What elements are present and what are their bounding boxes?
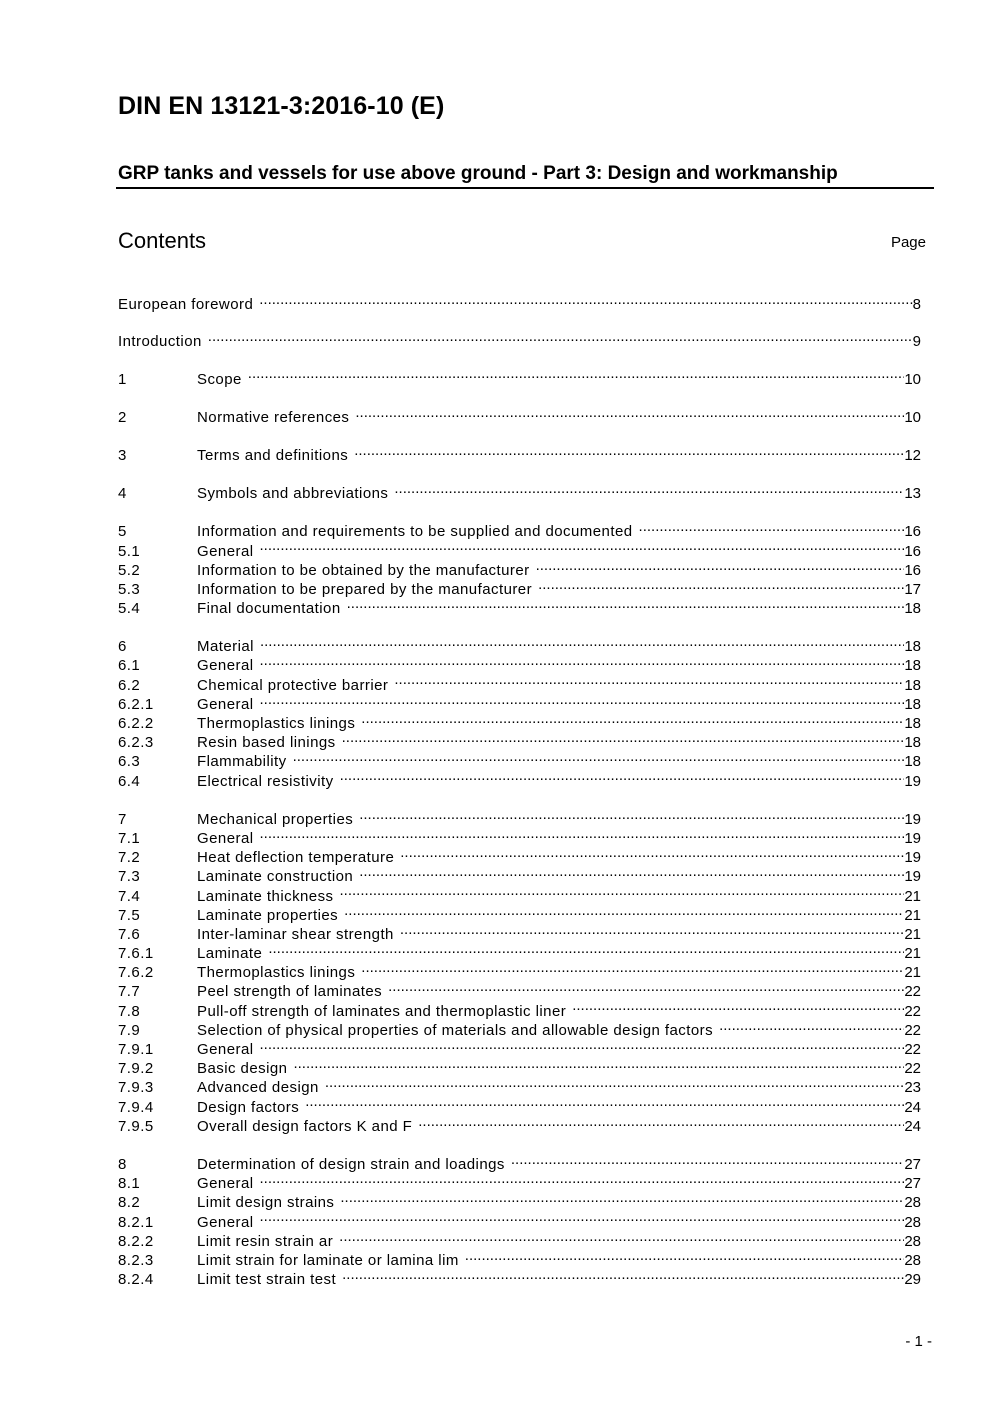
toc-entry-page: 27 — [904, 1175, 921, 1193]
dot-leader — [260, 1207, 905, 1226]
dot-leader — [465, 1246, 905, 1265]
page-number: - 1 - — [905, 1333, 932, 1350]
dot-leader — [361, 709, 904, 728]
toc-entry-number: 5.4 — [118, 600, 141, 618]
toc-entry-page: 16 — [904, 523, 921, 541]
dot-leader — [339, 1227, 904, 1246]
toc-entry-number: 7.9.4 — [118, 1098, 154, 1116]
toc-entry-number: 6.2.1 — [118, 695, 154, 713]
toc-entry-number: 4 — [118, 485, 127, 503]
toc-entry[interactable] — [118, 441, 921, 464]
toc-entry-page: 18 — [904, 676, 921, 694]
toc-entry-page: 23 — [904, 1079, 921, 1097]
toc-entry-title: Scope — [197, 370, 242, 388]
title-rule — [116, 187, 934, 189]
toc-entry-title: Laminate construction — [197, 868, 354, 886]
toc-entry[interactable] — [118, 364, 921, 388]
toc-entry-title: Basic design — [197, 1060, 288, 1078]
dot-leader — [208, 327, 913, 346]
toc-entry-title: Inter-laminar shear strength — [197, 925, 394, 943]
dot-leader — [260, 1035, 905, 1054]
toc-entry-number: 7.9 — [118, 1021, 141, 1039]
toc-entry-number: 7.6.1 — [118, 945, 154, 963]
dot-leader — [260, 632, 904, 651]
toc-entry-page: 28 — [904, 1194, 921, 1212]
toc-entry-title: Advanced design — [197, 1079, 319, 1097]
toc-entry-number: 5.2 — [118, 561, 141, 579]
toc-entry-page: 21 — [904, 945, 921, 963]
dot-leader — [394, 479, 904, 498]
toc-entry-page: 19 — [904, 810, 921, 828]
dot-leader — [719, 1016, 904, 1035]
dot-leader — [361, 958, 904, 977]
dot-leader — [355, 403, 904, 422]
toc-entry-page: 8 — [912, 296, 921, 314]
toc-entry[interactable] — [118, 632, 921, 656]
toc-entry-page: 17 — [904, 580, 921, 598]
dot-leader — [354, 441, 904, 460]
dot-leader — [572, 996, 904, 1015]
toc-entry-page: 10 — [904, 370, 921, 388]
toc-group — [118, 805, 921, 1135]
toc-entry-page: 22 — [904, 1041, 921, 1058]
dot-leader — [260, 651, 905, 670]
dot-leader — [359, 805, 904, 824]
toc-entry-number: 6 — [118, 638, 127, 656]
dot-leader — [293, 1054, 904, 1073]
toc-entry-title: General — [197, 695, 254, 713]
toc-entry-number: 6.1 — [118, 657, 141, 675]
toc-entry-title: Selection of physical properties of materials and allowable design factors — [197, 1021, 714, 1039]
toc-entry-page: 21 — [904, 887, 921, 905]
dot-leader — [342, 1265, 904, 1284]
dot-leader — [511, 1150, 904, 1169]
toc-entry-page: 18 — [904, 715, 921, 732]
toc-entry-title: Determination of design strain and loadings — [197, 1155, 505, 1173]
toc-entry-number: 6.2 — [118, 676, 141, 694]
toc-entry-number: 8.2.2 — [118, 1232, 154, 1250]
toc-entry-number: 8.2 — [118, 1194, 141, 1212]
toc-group — [118, 327, 921, 351]
toc-entry-number: 8.2.4 — [118, 1271, 154, 1289]
toc-entry-number: 7.9.1 — [118, 1041, 154, 1058]
toc-entry-number: 5.1 — [118, 542, 141, 560]
dot-leader — [536, 556, 905, 575]
toc-entry-number: 7.5 — [118, 906, 141, 924]
toc-entry-page: 28 — [904, 1251, 921, 1269]
toc-entry-title: Information to be obtained by the manufacturer — [197, 561, 530, 579]
toc-entry-number: 7.6.2 — [118, 964, 154, 982]
dot-leader — [260, 536, 905, 555]
toc-entry-title: Laminate properties — [197, 906, 339, 924]
dot-leader — [325, 1073, 904, 1092]
toc-entry-title: Limit test strain test — [197, 1271, 337, 1289]
toc-entry-number: 7.1 — [118, 829, 141, 847]
toc-group — [118, 403, 921, 426]
toc-entry-title: Thermoplastics linings — [197, 964, 356, 982]
toc-entry-title: General — [197, 829, 254, 847]
toc-entry-number: 6.2.3 — [118, 734, 154, 752]
toc-entry-page: 24 — [904, 1098, 921, 1116]
toc-entry-page: 18 — [904, 600, 921, 618]
dot-leader — [260, 1169, 905, 1188]
toc-entry-title: Terms and definitions — [197, 446, 349, 464]
dot-leader — [248, 364, 905, 383]
toc-entry-page: 10 — [904, 408, 921, 426]
toc-entry-page: 16 — [904, 542, 921, 560]
toc-entry[interactable] — [118, 805, 921, 828]
dot-leader — [340, 881, 905, 900]
toc-group — [118, 1150, 921, 1289]
toc-entry[interactable] — [118, 403, 921, 426]
toc-entry-title: Limit strain for laminate or lamina lim — [197, 1251, 459, 1269]
toc-entry-number: 7.4 — [118, 887, 141, 905]
toc-entry-title: Peel strength of laminates — [197, 983, 383, 1001]
toc-entry-title: General — [197, 1175, 254, 1193]
dot-leader — [293, 747, 905, 766]
toc-entry-title: Resin based linings — [197, 734, 336, 752]
dot-leader — [388, 977, 904, 996]
dot-leader — [268, 939, 904, 958]
toc-entry-number: 6.2.2 — [118, 715, 154, 732]
toc-entry-title: Symbols and abbreviations — [197, 485, 389, 503]
toc-entry-page: 19 — [904, 849, 921, 867]
toc-entry-page: 12 — [904, 446, 921, 464]
toc-entry-title: Electrical resistivity — [197, 772, 334, 790]
toc-entry[interactable] — [118, 290, 921, 314]
toc-entry-number: 3 — [118, 446, 127, 464]
toc-entry-page: 18 — [904, 638, 921, 656]
toc-entry-title: European foreword — [118, 296, 254, 314]
toc-entry-title: Information and requirements to be supplied and documented — [197, 523, 633, 541]
toc-entry-title: Heat deflection temperature — [197, 849, 395, 867]
toc-entry-page: 22 — [904, 983, 921, 1001]
toc-entry-title: Mechanical properties — [197, 810, 354, 828]
toc-entry-number: 5 — [118, 523, 127, 541]
toc-entry-number: 2 — [118, 408, 127, 426]
toc-entry[interactable] — [118, 517, 921, 541]
toc-entry-title: General — [197, 657, 254, 675]
toc-entry-page: 18 — [904, 695, 921, 713]
toc-entry-number: 6.4 — [118, 772, 141, 790]
toc-entry-page: 18 — [904, 657, 921, 675]
toc-entry-page: 29 — [904, 1271, 921, 1289]
toc-entry-page: 18 — [904, 753, 921, 771]
dot-leader — [340, 1188, 904, 1207]
toc-entry-number: 7.3 — [118, 868, 141, 886]
toc-entry-page: 16 — [904, 561, 921, 579]
document-title: GRP tanks and vessels for use above ground - Part 3: Design and workmanship — [118, 163, 838, 184]
toc-entry-title: Thermoplastics linings — [197, 715, 356, 732]
table-of-contents — [118, 290, 921, 1303]
dot-leader — [418, 1112, 904, 1131]
toc-entry-number: 8 — [118, 1155, 127, 1173]
toc-entry-page: 21 — [904, 964, 921, 982]
toc-entry-number: 7.7 — [118, 983, 141, 1001]
toc-entry-number: 8.2.3 — [118, 1251, 154, 1269]
dot-leader — [639, 517, 905, 536]
toc-entry-page: 22 — [904, 1002, 921, 1020]
toc-entry-title: Overall design factors K and F — [197, 1117, 413, 1135]
dot-leader — [394, 670, 904, 689]
toc-entry-page: 28 — [904, 1213, 921, 1231]
toc-entry-number: 8.2.1 — [118, 1213, 154, 1231]
dot-leader — [305, 1092, 904, 1111]
toc-entry-page: 13 — [904, 485, 921, 503]
toc-entry-number: 7.9.2 — [118, 1060, 154, 1078]
toc-entry-number: 1 — [118, 370, 127, 388]
toc-entry-number: 7.8 — [118, 1002, 141, 1020]
toc-entry-number: 7.9.5 — [118, 1117, 154, 1135]
toc-group — [118, 290, 921, 314]
toc-entry-page: 19 — [904, 868, 921, 886]
toc-entry[interactable] — [118, 327, 921, 351]
toc-entry-title: Final documentation — [197, 600, 341, 618]
toc-entry-number: 5.3 — [118, 580, 141, 598]
document-id: DIN EN 13121-3:2016-10 (E) — [118, 92, 445, 120]
dot-leader — [400, 920, 904, 939]
toc-entry[interactable] — [118, 1150, 921, 1173]
dot-leader — [400, 843, 904, 862]
toc-entry-title: Laminate — [197, 945, 263, 963]
toc-entry-title: Design factors — [197, 1098, 300, 1116]
toc-entry-page: 9 — [912, 333, 921, 351]
toc-entry-title: Laminate thickness — [197, 887, 334, 905]
toc-entry-number: 7 — [118, 810, 127, 828]
toc-entry-page: 19 — [904, 829, 921, 847]
toc-entry-title: General — [197, 542, 254, 560]
page-column-label: Page — [890, 234, 926, 251]
dot-leader — [259, 290, 912, 309]
toc-entry-page: 21 — [904, 906, 921, 924]
toc-entry-title: Limit design strains — [197, 1194, 335, 1212]
toc-entry-page: 27 — [904, 1155, 921, 1173]
dot-leader — [342, 728, 905, 747]
toc-entry-page: 19 — [904, 772, 921, 790]
dot-leader — [359, 862, 904, 881]
toc-entry[interactable] — [118, 479, 921, 503]
toc-entry-title: Flammability — [197, 753, 287, 771]
toc-entry-title: Limit resin strain ar — [197, 1232, 334, 1250]
toc-entry-page: 22 — [904, 1060, 921, 1078]
toc-entry-title: Introduction — [118, 333, 202, 351]
toc-group — [118, 517, 921, 618]
toc-entry-title: Information to be prepared by the manufacturer — [197, 580, 533, 598]
toc-entry-page: 21 — [904, 925, 921, 943]
toc-entry-title: Material — [197, 638, 254, 656]
toc-entry-title: Pull-off strength of laminates and thermoplastic liner — [197, 1002, 567, 1020]
toc-entry-page: 22 — [904, 1021, 921, 1039]
contents-heading: Contents — [118, 228, 207, 253]
toc-group — [118, 441, 921, 464]
dot-leader — [260, 824, 905, 843]
toc-group — [118, 479, 921, 503]
dot-leader — [260, 690, 905, 709]
toc-group — [118, 632, 921, 790]
dot-leader — [340, 766, 905, 785]
toc-entry-title: General — [197, 1041, 254, 1058]
dot-leader — [347, 594, 905, 613]
toc-entry-number: 7.2 — [118, 849, 141, 867]
toc-entry-number: 7.6 — [118, 925, 141, 943]
toc-entry-page: 18 — [904, 734, 921, 752]
toc-entry-page: 28 — [904, 1232, 921, 1250]
toc-entry-title: General — [197, 1213, 254, 1231]
toc-entry-number: 7.9.3 — [118, 1079, 154, 1097]
toc-entry-page: 24 — [904, 1117, 921, 1135]
dot-leader — [344, 901, 904, 920]
toc-group — [118, 364, 921, 388]
dot-leader — [538, 575, 904, 594]
toc-entry-number: 8.1 — [118, 1175, 141, 1193]
toc-entry-title: Chemical protective barrier — [197, 676, 389, 694]
toc-entry-number: 6.3 — [118, 753, 141, 771]
toc-entry-title: Normative references — [197, 408, 350, 426]
